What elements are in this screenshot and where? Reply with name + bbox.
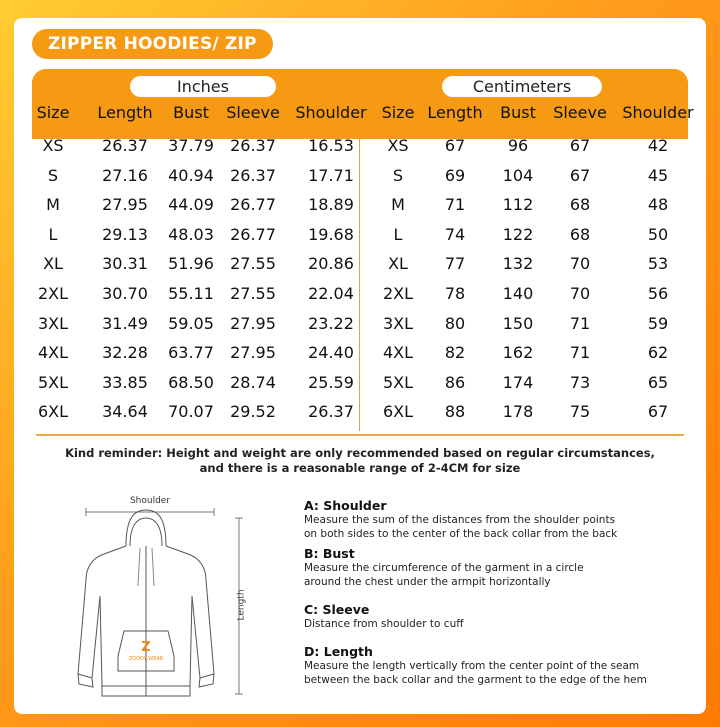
- note-text: Measure the sum of the distances from the shoulder points: [304, 514, 616, 526]
- cell-in-shoulder: 23.22: [308, 313, 354, 333]
- cell-in-length: 30.31: [102, 254, 148, 274]
- brand-logo-text: ZOODY WEAR: [128, 656, 164, 662]
- cell-in-bust: 37.79: [168, 136, 214, 155]
- reminder-line-2: and there is a reasonable range of 2-4CM for size: [199, 461, 521, 475]
- cell-cm-sleeve: 68: [569, 195, 591, 215]
- note-heading: C: Sleeve: [304, 602, 370, 617]
- table-row: [32, 279, 688, 309]
- inches-unit-label: Inches: [130, 76, 276, 97]
- note-sleeve: [304, 602, 694, 631]
- cell-in-shoulder: 25.59: [308, 372, 354, 392]
- cell-cm-sleeve: 67: [569, 165, 591, 185]
- cell-in-size: L: [48, 224, 58, 244]
- cell-in-bust: 55.11: [168, 284, 214, 303]
- cell-cm-length: 77: [444, 254, 466, 274]
- cell-cm-bust: 140: [502, 284, 534, 303]
- cell-in-bust: 48.03: [168, 224, 214, 244]
- header-inches-sleeve: Sleeve: [226, 103, 280, 122]
- cell-cm-bust: 162: [502, 343, 534, 363]
- cell-cm-shoulder: 45: [647, 165, 669, 185]
- note-heading: D: Length: [304, 644, 373, 659]
- size-chart-card: [14, 18, 706, 714]
- column-headers: [32, 99, 694, 127]
- table-row: [32, 131, 688, 161]
- cell-in-bust: 68.50: [168, 372, 214, 392]
- cell-in-length: 27.95: [102, 195, 148, 215]
- cell-in-sleeve: 28.74: [230, 372, 276, 392]
- cell-cm-bust: 122: [502, 224, 534, 244]
- cell-cm-size: 5XL: [382, 372, 414, 392]
- cell-in-shoulder: 17.71: [308, 165, 354, 185]
- cell-cm-shoulder: 53: [647, 254, 669, 274]
- cell-in-bust: 51.96: [168, 254, 214, 274]
- cell-in-size: XL: [43, 254, 63, 274]
- cell-cm-length: 74: [444, 224, 466, 244]
- cell-in-sleeve: 26.37: [230, 136, 276, 155]
- cell-in-shoulder: 16.53: [308, 136, 354, 155]
- cell-cm-size: 3XL: [382, 313, 414, 333]
- header-inches-size: Size: [36, 103, 70, 122]
- cell-in-size: 4XL: [37, 343, 69, 363]
- cell-in-shoulder: 26.37: [308, 402, 354, 422]
- cell-cm-sleeve: 68: [569, 224, 591, 244]
- header-inches-bust: Bust: [173, 103, 209, 122]
- cell-cm-shoulder: 59: [647, 313, 669, 333]
- note-text: around the chest under the armpit horizontally: [304, 576, 551, 588]
- cell-in-shoulder: 22.04: [308, 284, 354, 303]
- cell-in-length: 30.70: [102, 284, 148, 303]
- header-cm-length: Length: [427, 103, 483, 122]
- cell-cm-size: XS: [387, 136, 409, 155]
- section-divider: [36, 434, 684, 436]
- logo-z: Z: [141, 640, 151, 655]
- cell-cm-length: 88: [444, 402, 466, 422]
- note-shoulder: [304, 498, 694, 541]
- length-label: Length: [236, 589, 247, 621]
- cell-cm-bust: 132: [502, 254, 534, 274]
- cell-in-shoulder: 24.40: [308, 343, 354, 363]
- header-cm-size: Size: [381, 103, 415, 122]
- cell-in-shoulder: 18.89: [308, 195, 354, 215]
- table-row: [32, 338, 688, 368]
- cell-cm-sleeve: 70: [569, 254, 591, 274]
- cell-in-sleeve: 26.37: [230, 165, 276, 185]
- table-row: [32, 368, 688, 398]
- cell-cm-length: 67: [444, 136, 466, 155]
- cell-in-sleeve: 27.55: [230, 254, 276, 274]
- cell-in-sleeve: 26.77: [230, 224, 276, 244]
- cell-in-length: 29.13: [102, 224, 148, 244]
- hoodie-diagram: [34, 496, 274, 706]
- cell-in-sleeve: 27.95: [230, 343, 276, 363]
- table-row: [32, 190, 688, 220]
- cell-in-shoulder: 20.86: [308, 254, 354, 274]
- cell-cm-bust: 96: [507, 136, 529, 155]
- cell-in-bust: 44.09: [168, 195, 214, 215]
- note-text: Measure the length vertically from the center point of the seam: [304, 660, 640, 672]
- cell-cm-size: 4XL: [382, 343, 414, 363]
- cell-in-shoulder: 19.68: [308, 224, 354, 244]
- cell-in-bust: 40.94: [168, 165, 214, 185]
- cell-in-size: 3XL: [37, 313, 69, 333]
- cell-cm-size: 2XL: [382, 284, 414, 303]
- header-cm-shoulder: Shoulder: [622, 103, 694, 122]
- cell-cm-size: S: [392, 165, 404, 185]
- cell-cm-size: L: [393, 224, 403, 244]
- cell-cm-length: 71: [444, 195, 466, 215]
- note-text: Distance from shoulder to cuff: [304, 618, 464, 630]
- cell-cm-bust: 104: [502, 165, 534, 185]
- cell-cm-shoulder: 65: [647, 372, 669, 392]
- note-text: on both sides to the center of the back collar from the back: [304, 528, 618, 540]
- cell-cm-sleeve: 70: [569, 284, 591, 303]
- cell-cm-length: 86: [444, 372, 466, 392]
- table-row: [32, 161, 688, 191]
- table-row: [32, 249, 688, 279]
- centimeters-unit-label: Centimeters: [442, 76, 602, 97]
- shoulder-label: Shoulder: [129, 496, 171, 506]
- header-cm-sleeve: Sleeve: [553, 103, 607, 122]
- cell-cm-shoulder: 48: [647, 195, 669, 215]
- note-bust: [304, 546, 694, 589]
- cell-cm-length: 80: [444, 313, 466, 333]
- cell-cm-sleeve: 73: [569, 372, 591, 392]
- cell-in-bust: 59.05: [168, 313, 214, 333]
- table-row: [32, 397, 688, 427]
- cell-cm-bust: 112: [502, 195, 534, 215]
- cell-in-length: 27.16: [102, 165, 148, 185]
- table-header: [32, 69, 694, 139]
- cell-cm-sleeve: 71: [569, 343, 591, 363]
- cell-in-length: 31.49: [102, 313, 148, 333]
- cell-cm-size: M: [391, 195, 405, 215]
- cell-in-length: 32.28: [102, 343, 148, 363]
- cell-cm-shoulder: 50: [647, 224, 669, 244]
- cell-cm-bust: 174: [502, 372, 534, 392]
- cell-cm-bust: 150: [502, 313, 534, 333]
- cell-in-size: M: [46, 195, 60, 215]
- cell-in-bust: 63.77: [168, 343, 214, 363]
- cell-cm-size: 6XL: [382, 402, 414, 422]
- note-text: between the back collar and the garment to the edge of the hem: [304, 674, 647, 686]
- kind-reminder: [36, 446, 684, 476]
- header-inches-length: Length: [97, 103, 153, 122]
- cell-in-length: 34.64: [102, 402, 148, 422]
- table-row: [32, 220, 688, 250]
- note-length: [304, 644, 694, 687]
- cell-cm-length: 69: [444, 165, 466, 185]
- cell-cm-bust: 178: [502, 402, 534, 422]
- chart-title: ZIPPER HOODIES/ ZIP: [32, 29, 273, 59]
- table-row: [32, 309, 688, 339]
- note-text: Measure the circumference of the garment in a circle: [304, 562, 584, 574]
- cell-cm-shoulder: 56: [647, 284, 669, 303]
- note-heading: B: Bust: [304, 546, 355, 561]
- cell-in-size: XS: [42, 136, 64, 155]
- note-heading: A: Shoulder: [304, 498, 387, 513]
- reminder-line-1: Kind reminder: Height and weight are only recommended based on regular circumstances,: [65, 446, 655, 460]
- cell-cm-sleeve: 71: [569, 313, 591, 333]
- cell-cm-length: 78: [444, 284, 466, 303]
- cell-in-sleeve: 26.77: [230, 195, 276, 215]
- cell-cm-length: 82: [444, 343, 466, 363]
- cell-cm-shoulder: 42: [647, 136, 669, 155]
- cell-in-sleeve: 27.95: [230, 313, 276, 333]
- cell-cm-shoulder: 67: [647, 402, 669, 422]
- cell-in-size: S: [47, 165, 59, 185]
- cell-in-size: 6XL: [37, 402, 69, 422]
- cell-in-length: 26.37: [102, 136, 148, 155]
- cell-in-bust: 70.07: [168, 402, 214, 422]
- cell-cm-shoulder: 62: [647, 343, 669, 363]
- cell-cm-size: XL: [388, 254, 408, 274]
- cell-in-size: 5XL: [37, 372, 69, 392]
- cell-in-size: 2XL: [37, 284, 69, 303]
- header-cm-bust: Bust: [500, 103, 536, 122]
- cell-in-sleeve: 29.52: [230, 402, 276, 422]
- cell-in-length: 33.85: [102, 372, 148, 392]
- cell-in-sleeve: 27.55: [230, 284, 276, 303]
- cell-cm-sleeve: 75: [569, 402, 591, 422]
- cell-cm-sleeve: 67: [569, 136, 591, 155]
- header-inches-shoulder: Shoulder: [295, 103, 367, 122]
